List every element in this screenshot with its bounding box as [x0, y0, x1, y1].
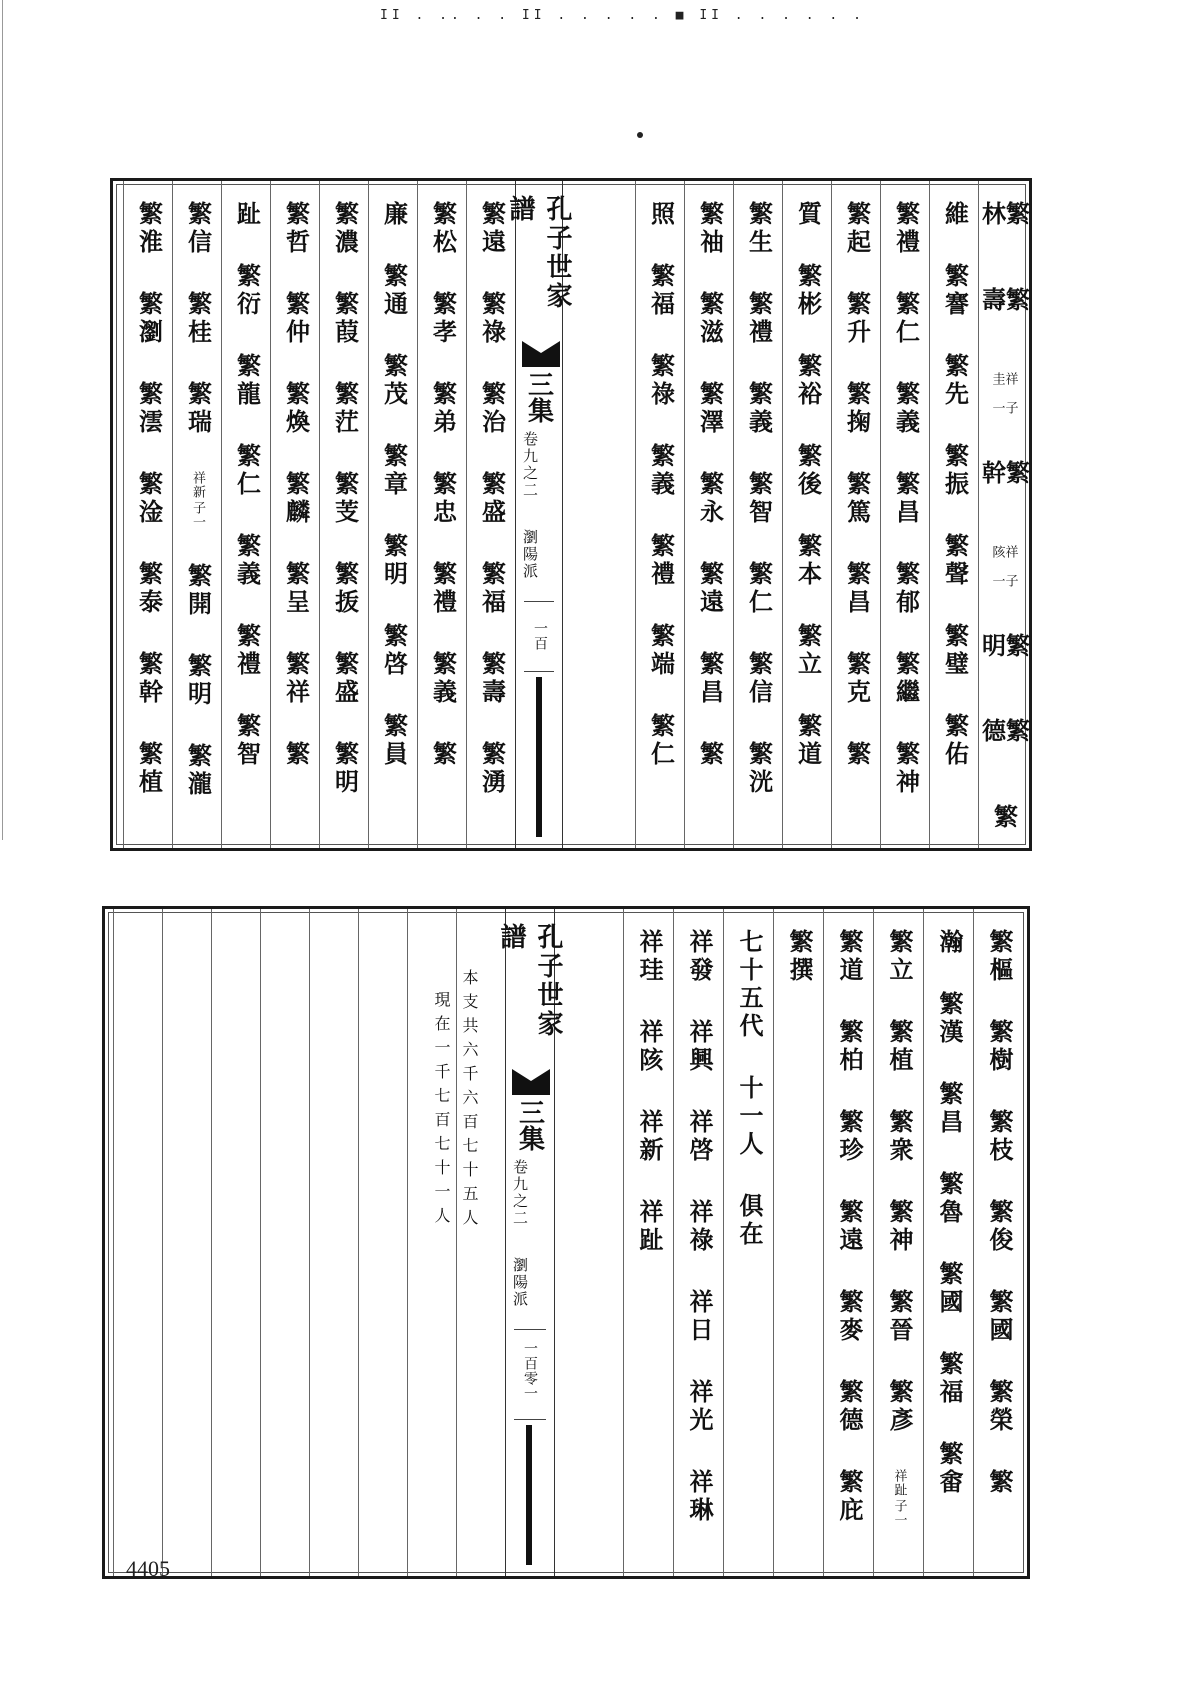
genealogy-column — [773, 909, 824, 1576]
name-entry: 繁仁 — [646, 713, 676, 769]
name-entry: 繁義 — [891, 381, 921, 437]
name-entry: 繁仁 — [232, 443, 262, 499]
name-entry: 繁壽 — [477, 651, 507, 707]
gutter-bar — [526, 1425, 532, 1565]
name-entry: 繁智 — [232, 713, 262, 769]
name-entry: 繁智 — [744, 471, 774, 527]
name-entry: 繁義 — [232, 533, 262, 589]
name-entry: 繁庇 — [835, 1469, 864, 1525]
name-entry: 繁俊 — [985, 1199, 1014, 1255]
name-entry: 繁仁 — [891, 291, 921, 347]
sub-note — [991, 545, 1017, 600]
volume-label: 卷九之二 — [511, 1159, 529, 1227]
name-entry: 繁 — [428, 741, 458, 769]
name-entry: 繁生 — [744, 201, 774, 257]
name-entry: 繁章 — [379, 443, 409, 499]
name-entry: 繁福 — [646, 263, 676, 319]
name-entry: 繁麟 — [281, 471, 311, 527]
name-entry: 繁立 — [885, 929, 914, 985]
name-entry: 繁升 — [842, 291, 872, 347]
name-entry: 繁麥 — [835, 1289, 864, 1345]
name-entry: 繁哲 — [281, 201, 311, 257]
genealogy-column — [880, 181, 930, 848]
name-entry: 繁國 — [935, 1261, 964, 1317]
name-entry: 繁樞 — [985, 929, 1014, 985]
name-entry: 繁克 — [842, 651, 872, 707]
name-entry: 繁國 — [985, 1289, 1014, 1345]
name-entry: 繁松 — [428, 201, 458, 257]
name-entry: 祥珪 — [635, 929, 664, 985]
name-entry: 繁澤 — [695, 381, 725, 437]
collection-label: 三集 — [514, 1099, 545, 1151]
genealogy-column — [635, 181, 685, 848]
name-entry: 繁通 — [379, 263, 409, 319]
name-entry: 繁義 — [428, 651, 458, 707]
name-entry: 繁裕 — [793, 353, 823, 409]
name-entry: 繁道 — [793, 713, 823, 769]
name-entry: 繁禮 — [646, 533, 676, 589]
header-strip: II . .. . . II . . . . . ■ II . . . . . . — [380, 8, 865, 22]
name-entry: 七十五代 — [735, 929, 764, 1041]
genealogy-column — [319, 181, 369, 848]
genealogy-column — [782, 181, 832, 848]
name-entry: 繁禮 — [232, 623, 262, 679]
name-entry: 繁義 — [646, 443, 676, 499]
name-entry: 繁芰 — [330, 471, 360, 527]
sub-note-text: 子一 — [989, 400, 1018, 415]
branch-label: 瀏陽派 — [511, 1257, 529, 1308]
genealogy-column — [873, 909, 924, 1576]
sub-note — [893, 1469, 906, 1527]
gutter-rule — [524, 671, 554, 672]
name-entry: 繁德 — [977, 718, 1031, 747]
sub-note-text: 子一 — [891, 1499, 907, 1527]
name-entry: 繁盛 — [330, 651, 360, 707]
name-entry: 繁 — [281, 741, 311, 769]
name-entry: 繁 — [985, 1469, 1014, 1497]
name-entry: 繁珍 — [835, 1109, 864, 1165]
name-entry: 繁淦 — [134, 471, 164, 527]
branch-label: 瀏陽派 — [521, 529, 539, 580]
book-title: 孔子世家譜 — [496, 923, 563, 1039]
genealogy-column — [221, 181, 271, 848]
name-entry: 繁明 — [379, 533, 409, 589]
name-entry: 祥祿 — [685, 1199, 714, 1255]
summary-living: 現在一千七百七十一人 — [432, 991, 451, 1231]
name-entry: 繁繼 — [891, 651, 921, 707]
empty-ruled-column — [162, 909, 212, 1576]
name-entry: 繁茂 — [379, 353, 409, 409]
genealogy-column — [623, 909, 674, 1576]
name-entry: 繁神 — [891, 741, 921, 797]
name-entry: 祥新 — [635, 1109, 664, 1165]
page-left-edge — [2, 0, 3, 840]
name-entry: 繁柏 — [835, 1019, 864, 1075]
name-entry: 繁幹 — [977, 459, 1031, 488]
name-entry: 繁榮 — [985, 1379, 1014, 1435]
name-entry: 繁遠 — [835, 1199, 864, 1255]
name-entry: 繁㧞 — [330, 561, 360, 617]
center-gutter — [496, 909, 563, 1576]
name-entry: 繁弟 — [428, 381, 458, 437]
name-entry: 繁泰 — [134, 561, 164, 617]
name-entry: 繁澐 — [134, 381, 164, 437]
name-entry: 繁林 — [977, 201, 1031, 229]
genealogy-page-top — [110, 178, 1032, 851]
sub-note-text: 祥陔 — [989, 545, 1018, 560]
genealogy-column — [172, 181, 222, 848]
name-entry: 繁昌 — [935, 1081, 964, 1137]
genealogy-column — [368, 181, 418, 848]
name-entry: 祥發 — [685, 929, 714, 985]
name-entry: 俱在 — [735, 1193, 764, 1249]
gutter-rule — [524, 601, 554, 602]
gutter-bar — [536, 677, 542, 837]
name-entry: 繁仲 — [281, 291, 311, 347]
name-entry: 繁昌 — [842, 561, 872, 617]
name-entry: 繁煥 — [281, 381, 311, 437]
genealogy-column — [123, 181, 173, 848]
sub-note-text: 祥圭 — [989, 372, 1018, 387]
name-entry: 繁植 — [885, 1019, 914, 1075]
sub-note-text: 子一 — [989, 573, 1018, 588]
name-entry: 繁葭 — [330, 291, 360, 347]
name-entry: 繁樹 — [985, 1019, 1014, 1075]
gutter-rule — [514, 1329, 546, 1330]
name-entry: 繁明 — [977, 632, 1031, 661]
name-entry: 繁彥 — [885, 1379, 914, 1435]
sub-note-text: 祥趾 — [891, 1469, 907, 1497]
name-entry: 繁祿 — [646, 353, 676, 409]
name-entry: 趾 — [232, 201, 262, 229]
name-entry: 繁信 — [744, 651, 774, 707]
sub-note-text: 子一 — [190, 501, 205, 529]
name-entry: 繁祿 — [477, 291, 507, 347]
name-entry: 繁掬 — [842, 381, 872, 437]
empty-ruled-column — [260, 909, 310, 1576]
name-entry: 繁湧 — [477, 741, 507, 797]
name-entry: 繁孝 — [428, 291, 458, 347]
genealogy-column — [923, 909, 974, 1576]
name-entry: 繁治 — [477, 381, 507, 437]
empty-ruled-column — [309, 909, 359, 1576]
name-entry: 繁端 — [646, 623, 676, 679]
genealogy-column — [270, 181, 320, 848]
name-entry: 繁瀏 — [134, 291, 164, 347]
name-entry: 繁起 — [842, 201, 872, 257]
empty-ruled-column — [211, 909, 261, 1576]
name-entry: 繁彬 — [793, 263, 823, 319]
name-entry: 繁信 — [183, 201, 213, 257]
name-entry: 繁福 — [935, 1351, 964, 1407]
empty-ruled-column — [456, 909, 506, 1576]
name-entry: 繁昌 — [695, 651, 725, 707]
name-entry: 繁道 — [835, 929, 864, 985]
genealogy-column — [466, 181, 516, 848]
name-entry: 繁遠 — [477, 201, 507, 257]
name-entry: 祥啓 — [685, 1109, 714, 1165]
name-entry: 繁昌 — [891, 471, 921, 527]
name-entry: 繁 — [695, 741, 725, 769]
genealogy-column — [823, 909, 874, 1576]
name-entry: 廉 — [379, 201, 409, 229]
sub-note — [991, 372, 1017, 427]
name-entry: 繁佑 — [940, 713, 970, 769]
empty-ruled-column — [407, 909, 457, 1576]
name-entry: 繁衍 — [232, 263, 262, 319]
name-entry: 繁忠 — [428, 471, 458, 527]
name-entry: 繁枝 — [985, 1109, 1014, 1165]
name-entry: 繁衆 — [885, 1109, 914, 1165]
empty-ruled-column — [113, 909, 163, 1576]
name-entry: 繁植 — [134, 741, 164, 797]
name-entry: 繁淮 — [134, 201, 164, 257]
name-entry: 繁遠 — [695, 561, 725, 617]
center-gutter — [505, 181, 572, 848]
fish-tail-mark-icon — [522, 341, 560, 367]
name-entry: 繁福 — [477, 561, 507, 617]
name-entry: 繁滋 — [695, 291, 725, 347]
name-entry: 質 — [793, 201, 823, 229]
name-entry: 繁員 — [379, 713, 409, 769]
name-entry: 祥光 — [685, 1379, 714, 1435]
name-entry: 繁先 — [940, 353, 970, 409]
name-entry: 照 — [646, 201, 676, 229]
genealogy-column — [733, 181, 783, 848]
genealogy-column — [673, 909, 724, 1576]
name-entry: 繁呈 — [281, 561, 311, 617]
name-entry: 繁龍 — [232, 353, 262, 409]
name-entry: 十一人 — [735, 1075, 764, 1159]
empty-ruled-column — [358, 909, 408, 1576]
sub-note-text: 祥新 — [190, 471, 205, 499]
genealogy-column — [723, 909, 774, 1576]
name-entry: 繁開 — [183, 563, 213, 619]
book-title: 孔子世家譜 — [505, 195, 572, 311]
sub-note — [191, 471, 204, 529]
ink-dot — [637, 132, 643, 138]
genealogy-column — [977, 181, 1031, 848]
name-entry: 祥日 — [685, 1289, 714, 1345]
name-entry: 繁幹 — [134, 651, 164, 707]
gutter-rule — [514, 1419, 546, 1420]
name-entry: 繁振 — [940, 443, 970, 499]
name-entry: 祥興 — [685, 1019, 714, 1075]
name-entry: 繁篤 — [842, 471, 872, 527]
name-entry: 繁濃 — [330, 201, 360, 257]
folio-number: 一百 — [532, 621, 548, 651]
name-entry: 繁本 — [793, 533, 823, 589]
name-entry: 繁立 — [793, 623, 823, 679]
name-entry: 祥趾 — [635, 1199, 664, 1255]
fish-tail-mark-icon — [512, 1069, 550, 1095]
name-entry: 繁明 — [183, 653, 213, 709]
name-entry: 繁盛 — [477, 471, 507, 527]
name-entry: 繁郁 — [891, 561, 921, 617]
name-entry: 維 — [940, 201, 970, 229]
name-entry: 繁桂 — [183, 291, 213, 347]
name-entry: 繁壽 — [977, 286, 1031, 315]
name-entry: 繁魯 — [935, 1171, 964, 1227]
summary-total: 本支共六千六百七十五人 — [460, 969, 479, 1233]
name-entry: 繁 — [989, 804, 1019, 833]
name-entry: 繁瑞 — [183, 381, 213, 437]
name-entry: 繁永 — [695, 471, 725, 527]
name-entry: 繁禮 — [428, 561, 458, 617]
name-entry: 繁洸 — [744, 741, 774, 797]
name-entry: 繁瀧 — [183, 743, 213, 799]
name-entry: 繁璧 — [940, 623, 970, 679]
folio-number: 一百零一 — [522, 1341, 538, 1401]
name-entry: 繁禮 — [744, 291, 774, 347]
name-entry: 繁聲 — [940, 533, 970, 589]
name-entry: 繁啓 — [379, 623, 409, 679]
name-entry: 繁仁 — [744, 561, 774, 617]
name-entry: 繁德 — [835, 1379, 864, 1435]
volume-label: 卷九之二 — [521, 431, 539, 499]
name-entry: 繁謇 — [940, 263, 970, 319]
collection-label: 三集 — [523, 371, 554, 423]
name-entry: 瀚 — [935, 929, 964, 957]
genealogy-column — [417, 181, 467, 848]
name-entry: 祥陔 — [635, 1019, 664, 1075]
name-entry: 繁漢 — [935, 991, 964, 1047]
genealogy-column — [831, 181, 881, 848]
name-entry: 繁晉 — [885, 1289, 914, 1345]
name-entry: 繁禮 — [891, 201, 921, 257]
genealogy-column — [929, 181, 979, 848]
name-entry: 繁神 — [885, 1199, 914, 1255]
name-entry: 繁祥 — [281, 651, 311, 707]
name-entry: 繁 — [842, 741, 872, 769]
name-entry: 繁畬 — [935, 1441, 964, 1497]
name-entry: 繁明 — [330, 741, 360, 797]
name-entry: 繁䄂 — [695, 201, 725, 257]
name-entry: 繁後 — [793, 443, 823, 499]
genealogy-column — [973, 909, 1024, 1576]
name-entry: 祥琳 — [685, 1469, 714, 1525]
name-entry: 繁義 — [744, 381, 774, 437]
genealogy-page-bottom — [102, 906, 1030, 1579]
name-entry: 繁撰 — [785, 929, 814, 985]
name-entry: 繁茳 — [330, 381, 360, 437]
page-number: 4405 — [126, 1556, 170, 1581]
genealogy-column — [684, 181, 734, 848]
